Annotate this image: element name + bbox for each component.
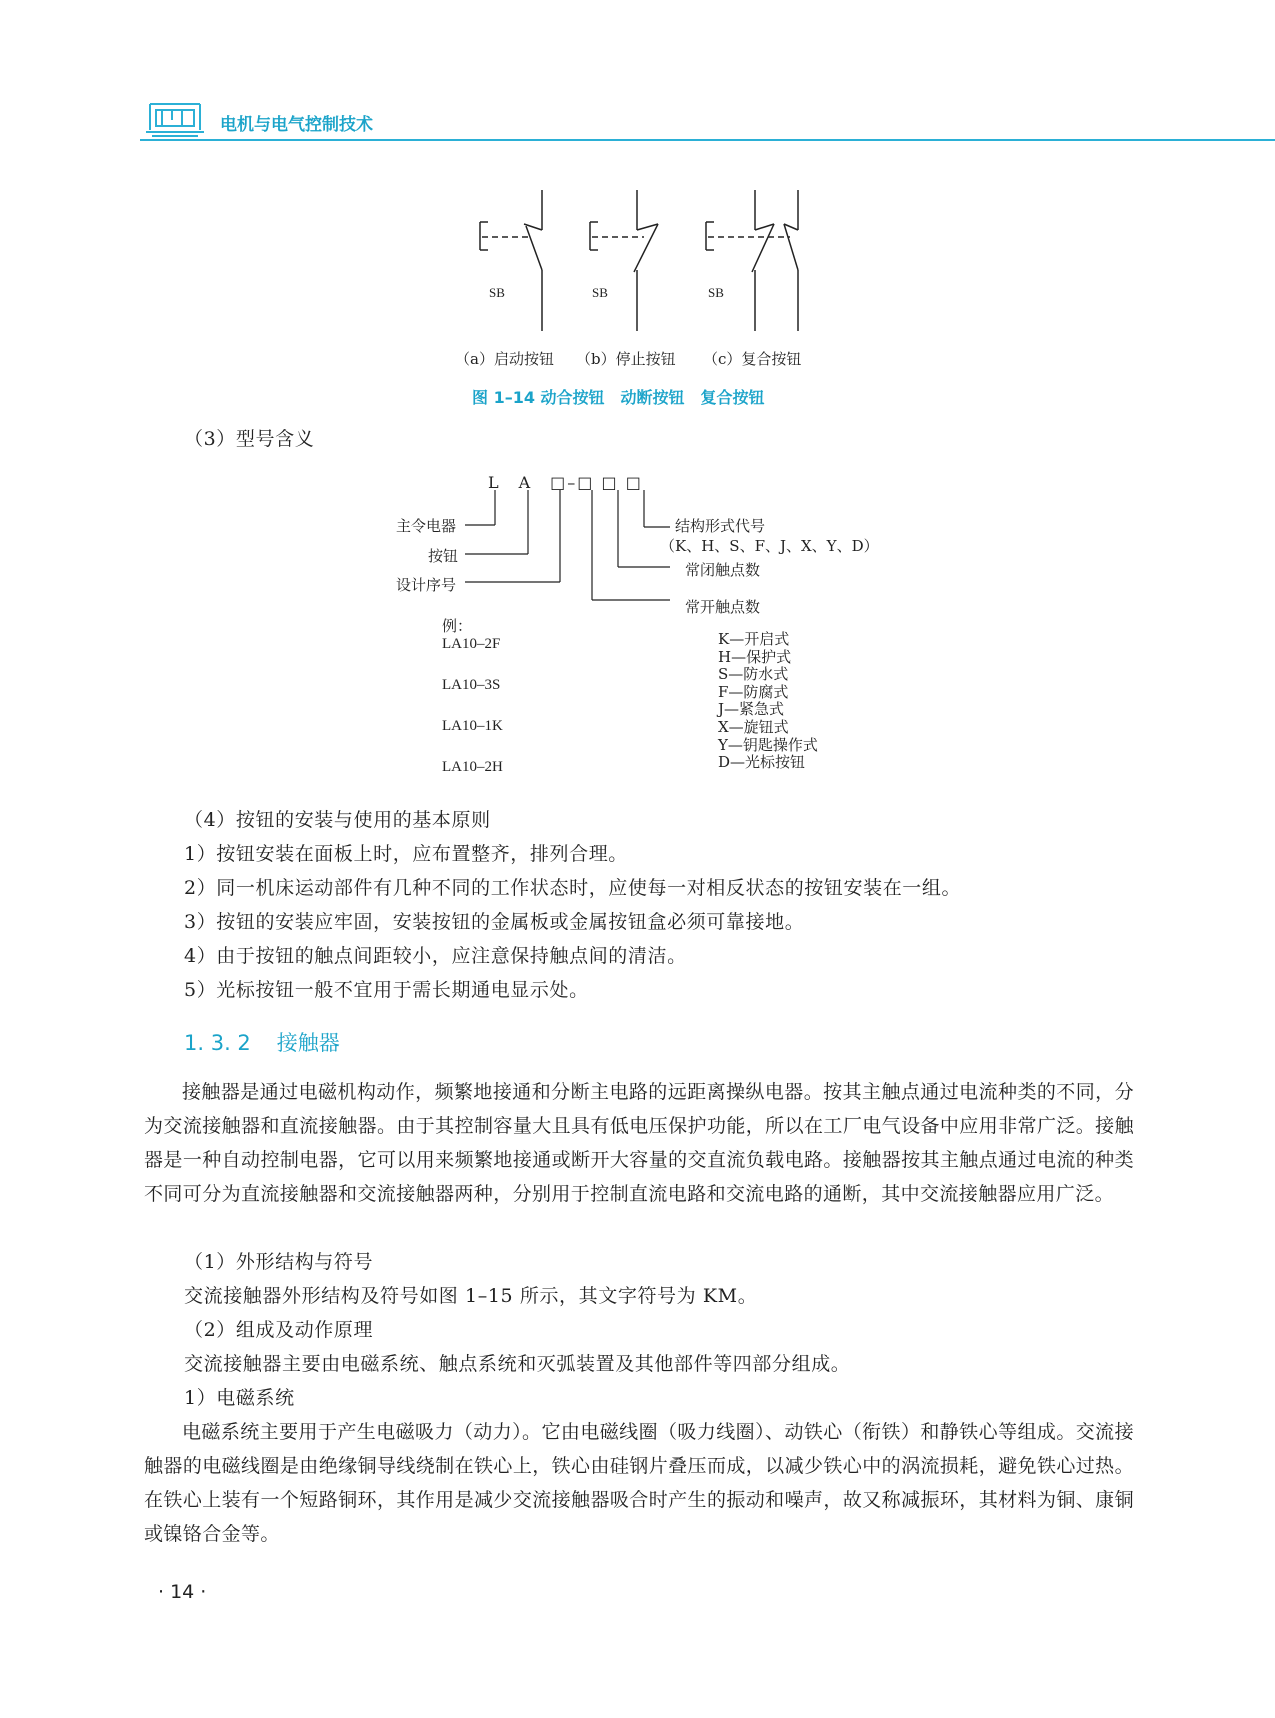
label-no-count: 常开触点数 (685, 598, 761, 616)
symbol-label-sb-a: SB (489, 285, 505, 300)
label-nc-count: 常闭触点数 (685, 561, 761, 579)
example-item: LA10–1K (442, 718, 503, 734)
legend-item: F—防腐式 (718, 682, 789, 701)
label-main-command: 主令电器 (396, 517, 457, 535)
example-item: LA10–2F (442, 636, 501, 652)
install-item: 2）同一机床运动部件有几种不同的工作状态时，应使每一对相反状态的按钮安装在一组。 (184, 877, 962, 899)
example-item: LA10–2H (442, 759, 503, 775)
figure-title: 图 1–14 动合按钮 动断按钮 复合按钮 (472, 388, 765, 407)
electromagnetic-paragraph: 电磁系统主要用于产生电磁吸力（动力）。它由电磁线圈（吸力线圈）、动铁心（衔铁）和静铁心等组成。交流接触器的电磁线圈是由绝缘铜导线绕制在铁心上，铁心由硅钢片叠压而成，以减少铁心中的涡流损耗，避免铁心过热。在铁心上装有一个短路铜环，其作用是减少交流接触器吸合时产生的振动和噪声，故又称减振环，其材料为铜、康铜或镍铬合金等。 (144, 1421, 1134, 1545)
start-button-symbol (480, 190, 542, 331)
label-structure-code: 结构形式代号 (675, 517, 766, 535)
section-heading (184, 1027, 340, 1057)
page-number: · 14 · (158, 1581, 207, 1603)
install-item: 5）光标按钮一般不宜用于需长期通电显示处。 (184, 979, 589, 1001)
caption-stop-button: （b）停止按钮 (576, 350, 676, 368)
label-design-sequence: 设计序号 (396, 576, 457, 594)
model-code: L A □–□ □ □ (488, 473, 643, 492)
structure-legend (718, 631, 818, 772)
subheading-composition: （2）组成及动作原理 (184, 1319, 374, 1341)
subheading-electromagnetic: 1）电磁系统 (184, 1387, 295, 1409)
example-item: LA10–3S (442, 677, 501, 693)
symbol-label-sb-c: SB (708, 285, 724, 300)
legend-item: H—保护式 (718, 647, 792, 666)
button-symbols-figure (460, 180, 820, 340)
symbol-label-sb-b: SB (592, 285, 608, 300)
install-item: 4）由于按钮的触点间距较小，应注意保持触点间的清洁。 (184, 945, 687, 967)
book-logo-icon (146, 100, 204, 140)
legend-item: S—防水式 (718, 665, 789, 684)
legend-item: D—光标按钮 (718, 753, 806, 772)
contactor-intro-paragraph: 接触器是通过电磁机构动作，频繁地接通和分断主电路的远距离操纵电器。按其主触点通过电流种类的不同，分为交流接触器和直流接触器。由于其控制容量大且具有低电压保护功能，所以在工厂电气设备中应用非常广泛。接触器是一种自动控制电器，它可以用来频繁地接通或断开大容量的交直流负载电路。接触器按其主触点通过电流的种类不同可分为直流接触器和交流接触器两种，分别用于控制直流电路和交流电路的通断，其中交流接触器应用广泛。 (144, 1081, 1134, 1205)
compound-button-symbol (706, 190, 798, 331)
legend-item: K—开启式 (718, 630, 790, 648)
subheading-structure: （1）外形结构与符号 (184, 1251, 374, 1273)
stop-button-symbol (590, 190, 658, 331)
legend-item: X—旋钮式 (718, 717, 789, 736)
install-item: 1）按钮安装在面板上时，应布置整齐，排列合理。 (184, 843, 628, 865)
install-heading: （4）按钮的安装与使用的基本原则 (184, 809, 491, 831)
model-diagram-lines (460, 490, 690, 610)
example-label: 例： (442, 617, 473, 635)
label-structure-list: （K、H、S、F、J、X、Y、D） (660, 537, 879, 555)
book-title: 电机与电气控制技术 (220, 115, 373, 135)
section-number: 1. 3. 2 (184, 1031, 251, 1055)
install-item: 3）按钮的安装应牢固，安装按钮的金属板或金属按钮盒必须可靠接地。 (184, 911, 805, 933)
label-button: 按钮 (428, 547, 459, 565)
section-title: 接触器 (276, 1031, 340, 1055)
model-heading: （3）型号含义 (184, 428, 315, 450)
legend-item: Y—钥匙操作式 (718, 735, 818, 754)
header-rule (140, 139, 1275, 141)
structure-text: 交流接触器外形结构及符号如图 1–15 所示，其文字符号为 KM。 (184, 1285, 758, 1307)
legend-item: J—紧急式 (718, 700, 785, 719)
caption-compound-button: （c）复合按钮 (703, 350, 802, 368)
composition-text: 交流接触器主要由电磁系统、触点系统和灭弧装置及其他部件等四部分组成。 (184, 1353, 851, 1375)
caption-start-button: （a）启动按钮 (455, 350, 554, 368)
